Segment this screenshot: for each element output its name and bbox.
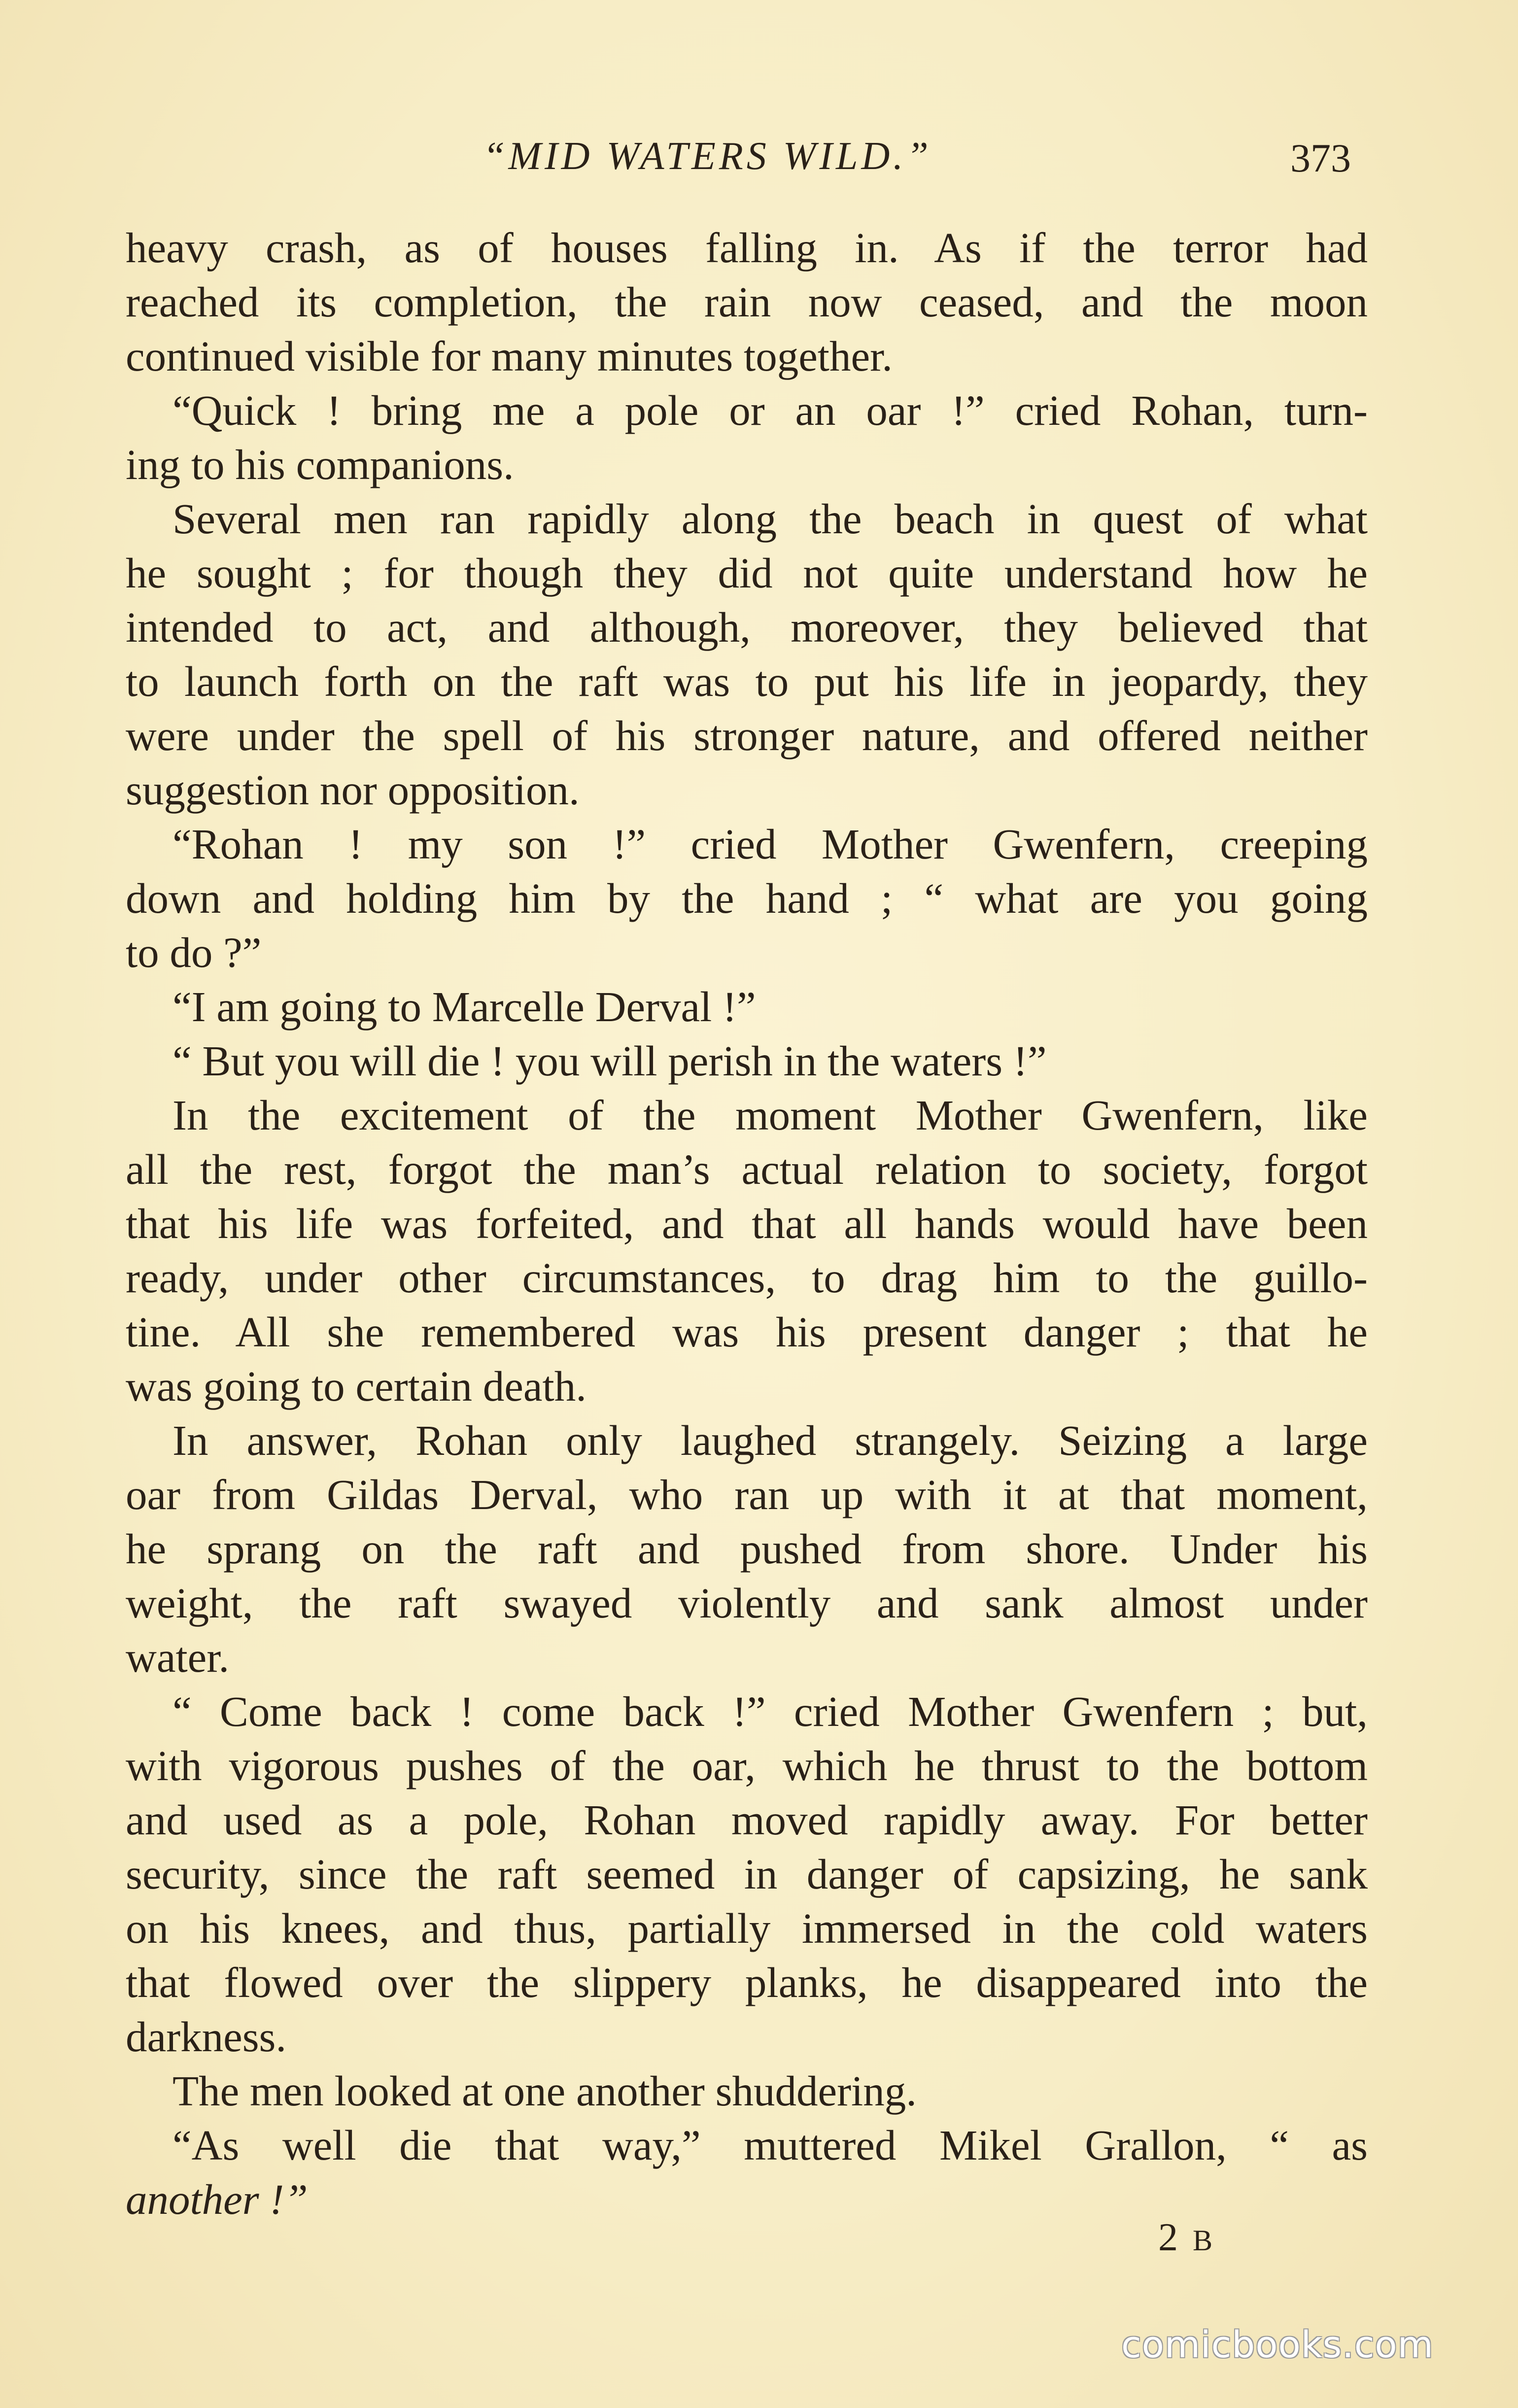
text-line: “As well die that way,” muttered Mikel Grallon, “ as <box>172 2121 1368 2169</box>
text-line: he sought ; for though they did not quite understand how he <box>126 549 1368 597</box>
text-line: with vigorous pushes of the oar, which he thrust to the bottom <box>126 1742 1368 1789</box>
signature-number: 2 <box>1158 2216 1178 2259</box>
text-line: darkness. <box>126 2013 287 2061</box>
text-line: all the rest, forgot the man’s actual relation to society, forgot <box>126 1145 1368 1193</box>
text-line: ready, under other circumstances, to drag him to the guillo- <box>126 1254 1368 1302</box>
text-line: was going to certain death. <box>126 1362 586 1410</box>
text-line: “I am going to Marcelle Derval !” <box>172 983 756 1031</box>
text-line: security, since the raft seemed in danger of capsizing, he sank <box>126 1850 1368 1898</box>
watermark: comicbooks.com <box>1121 2324 1434 2366</box>
running-title: “MID WATERS WILD.” <box>483 135 932 178</box>
text-line: The men looked at one another shuddering. <box>172 2067 917 2115</box>
text-line: to do ?” <box>126 929 262 976</box>
text-line: heavy crash, as of houses falling in. As if the terror had <box>126 224 1368 272</box>
text-line: suggestion nor opposition. <box>126 766 580 814</box>
signature-mark <box>1158 2213 1212 2265</box>
text-line: continued visible for many minutes together. <box>126 332 893 380</box>
text-line: that flowed over the slippery planks, he disappeared into the <box>126 1959 1368 2006</box>
text-line: “Quick ! bring me a pole or an oar !” cried Rohan, turn- <box>172 386 1368 434</box>
text-line: In answer, Rohan only laughed strangely. Seizing a large <box>172 1416 1368 1464</box>
text-line: weight, the raft swayed violently and sank almost under <box>126 1579 1368 1627</box>
text-line: on his knees, and thus, partially immersed in the cold waters <box>126 1904 1368 1952</box>
text-line: another !” <box>126 2175 308 2223</box>
text-line: oar from Gildas Derval, who ran up with it at that moment, <box>126 1471 1368 1518</box>
text-line: In the excitement of the moment Mother Gwenfern, like <box>172 1091 1368 1139</box>
text-line: ing to his companions. <box>126 441 514 488</box>
text-line: and used as a pole, Rohan moved rapidly away. For better <box>126 1796 1368 1844</box>
text-line: he sprang on the raft and pushed from shore. Under his <box>126 1525 1368 1573</box>
text-line: “ But you will die ! you will perish in the waters !” <box>172 1037 1047 1085</box>
page-number: 373 <box>1290 136 1351 180</box>
text-line: tine. All she remembered was his present danger ; that he <box>126 1308 1368 1356</box>
text-line: to launch forth on the raft was to put his life in jeopardy, they <box>126 657 1368 705</box>
signature-letter: B <box>1193 2224 1213 2257</box>
text-line: “ Come back ! come back !” cried Mother Gwenfern ; but, <box>172 1687 1368 1735</box>
running-head <box>0 129 1518 183</box>
text-line: down and holding him by the hand ; “ what are you going <box>126 874 1368 922</box>
text-line: “Rohan ! my son !” cried Mother Gwenfern, creeping <box>172 820 1368 868</box>
text-line: water. <box>126 1633 230 1681</box>
text-line: that his life was forfeited, and that all hands would have been <box>126 1200 1368 1247</box>
text-line: intended to act, and although, moreover, they believed that <box>126 603 1368 651</box>
text-line: reached its completion, the rain now ceased, and the moon <box>126 278 1368 326</box>
text-line: Several men ran rapidly along the beach in quest of what <box>172 495 1368 543</box>
body-text <box>126 221 1368 2227</box>
text-line: were under the spell of his stronger nature, and offered neither <box>126 712 1368 759</box>
